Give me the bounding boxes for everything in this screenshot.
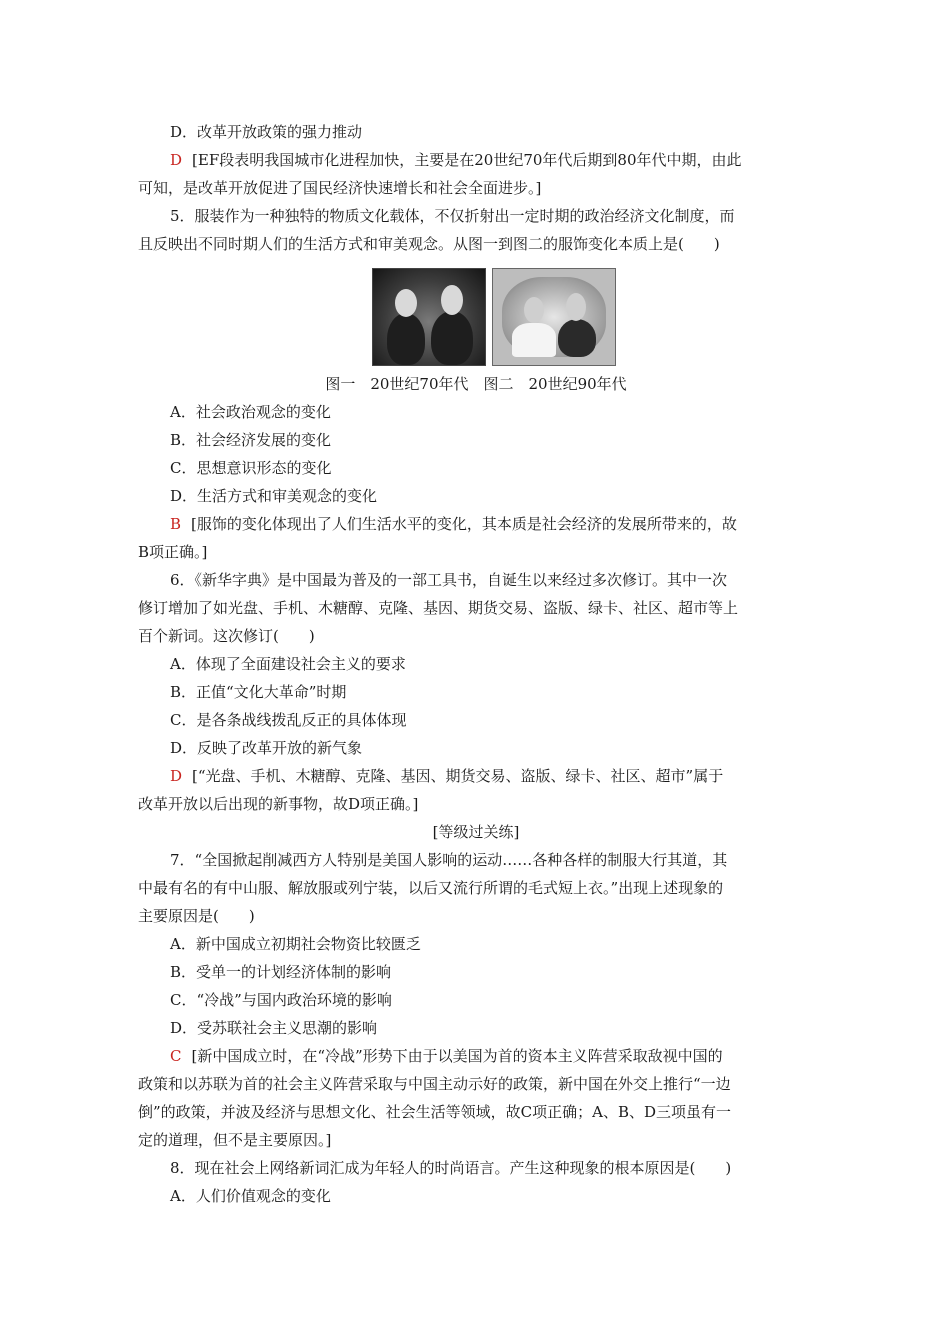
line-text: B项正确。] [138,543,208,561]
line-text: 8．现在社会上网络新词汇成为年轻人的时尚语言。产生这种现象的根本原因是( ) [170,1159,732,1177]
text-line [138,790,814,818]
text-line [138,818,814,846]
line-text: 6．《新华字典》是中国最为普及的一部工具书，自诞生以来经过多次修订。其中一次 [170,571,728,589]
text-line [138,902,814,930]
text-block-main [138,370,814,1210]
text-line [138,1098,814,1126]
answer-letter: D [170,151,183,169]
text-line [138,958,814,986]
line-text: 改革开放以后出现的新事物，故D项正确。] [138,795,419,813]
answer-letter: C [170,1047,182,1065]
text-line [138,1182,814,1210]
text-line [138,398,814,426]
line-text: B．社会经济发展的变化 [170,431,332,449]
answer-letter: B [170,515,182,533]
text-line [138,454,814,482]
text-line [138,986,814,1014]
text-line [138,482,814,510]
line-text: [“光盘、手机、木糖醇、克隆、基因、期货交易、盗版、绿卡、社区、超市”属于 [192,767,724,785]
line-text: A．体现了全面建设社会主义的要求 [170,655,406,673]
line-text: 5．服装作为一种独特的物质文化载体，不仅折射出一定时期的政治经济文化制度，而 [170,207,735,225]
text-line [138,1154,814,1182]
photo-1970s-couple [372,268,486,366]
text-line [138,650,814,678]
line-text: [EF段表明我国城市化进程加快，主要是在20世纪70年代后期到80年代中期，由此 [192,151,742,169]
text-line [138,622,814,650]
text-line [138,1070,814,1098]
line-text: D．反映了改革开放的新气象 [170,739,363,757]
text-line [138,426,814,454]
line-text: 主要原因是( ) [138,907,255,925]
answer-letter: D [170,767,183,785]
text-line [138,762,814,790]
line-text: [等级过关练] [432,823,520,841]
text-line [138,370,814,398]
line-text: A．社会政治观念的变化 [170,403,331,421]
line-text: C．是各条战线拨乱反正的具体体现 [170,711,407,729]
text-line [138,678,814,706]
line-text: [新中国成立时，在“冷战”形势下由于以美国为首的资本主义阵营采取敌视中国的 [191,1047,723,1065]
line-text: D．生活方式和审美观念的变化 [170,487,378,505]
text-line [138,1014,814,1042]
text-line [138,174,814,202]
text-line [138,118,814,146]
text-line [138,1042,814,1070]
text-line [138,846,814,874]
text-line [138,230,814,258]
photo-1990s-wedding [492,268,616,366]
text-line [138,874,814,902]
line-text: 政策和以苏联为首的社会主义阵营采取与中国主动示好的政策，新中国在外交上推行“一边 [138,1075,731,1093]
line-text: D．改革开放政策的强力推动 [170,123,363,141]
line-text: A．人们价值观念的变化 [170,1187,331,1205]
text-line [138,146,814,174]
text-line [138,202,814,230]
line-text: A．新中国成立初期社会物资比较匮乏 [170,935,421,953]
line-text: 修订增加了如光盘、手机、木糖醇、克隆、基因、期货交易、盗版、绿卡、社区、超市等上 [138,599,739,617]
line-text: 可知，是改革开放促进了国民经济快速增长和社会全面进步。] [138,179,542,197]
text-line [138,538,814,566]
line-text: 且反映出不同时期人们的生活方式和审美观念。从图一到图二的服饰变化本质上是( ) [138,235,720,253]
line-text: 7．“全国掀起削减西方人特别是美国人影响的运动……各种各样的制服大行其道，其 [170,851,728,869]
line-text: B．受单一的计划经济体制的影响 [170,963,392,981]
photo-figures [372,268,616,364]
line-text: B．正值“文化大革命”时期 [170,683,347,701]
text-line [138,1126,814,1154]
text-line [138,566,814,594]
text-line [138,734,814,762]
text-block-top [138,118,814,258]
line-text: [服饰的变化体现出了人们生活水平的变化，其本质是社会经济的发展所带来的，故 [191,515,737,533]
line-text: 倒”的政策，并波及经济与思想文化、社会生活等领域，故C项正确；A、B、D三项虽有一 [138,1103,732,1121]
text-line [138,930,814,958]
line-text: D．受苏联社会主义思潮的影响 [170,1019,378,1037]
line-text: 图一 20世纪70年代 图二 20世纪90年代 [325,375,627,393]
text-line [138,594,814,622]
text-line [138,510,814,538]
line-text: 百个新词。这次修订( ) [138,627,315,645]
line-text: C．“冷战”与国内政治环境的影响 [170,991,392,1009]
text-line [138,706,814,734]
line-text: C．思想意识形态的变化 [170,459,332,477]
line-text: 定的道理，但不是主要原因。] [138,1131,332,1149]
line-text: 中最有名的有中山服、解放服或列宁装，以后又流行所谓的毛式短上衣。”出现上述现象的 [138,879,724,897]
